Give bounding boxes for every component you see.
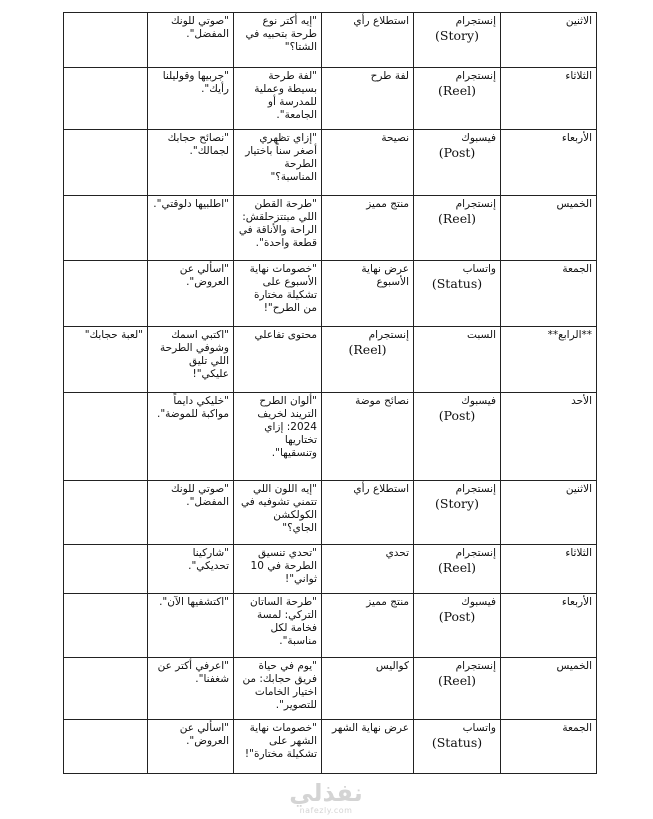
extra-cell xyxy=(64,130,148,196)
content-type-cell: تحدي xyxy=(322,545,414,594)
platform-cell xyxy=(414,13,501,68)
extra-cell xyxy=(64,393,148,481)
format-label: (Story) xyxy=(435,496,479,511)
platform-name: إنستجرام xyxy=(455,198,496,210)
platform-name: إنستجرام xyxy=(455,15,496,27)
table-row xyxy=(64,196,597,261)
post-idea-cell: "طرحة القطن اللي مبتتزحلقش: الراحة والأناقة في قطعة واحدة". xyxy=(234,196,322,261)
table-row xyxy=(64,720,597,774)
week-label-cell: **الرابع** xyxy=(501,327,597,393)
platform-cell xyxy=(414,130,501,196)
platform-cell xyxy=(414,594,501,658)
watermark-logo xyxy=(286,780,366,815)
content-type-cell: كواليس xyxy=(322,658,414,720)
cta-cell: "خليكي دايماً مواكبة للموضة". xyxy=(148,393,234,481)
post-idea-cell: "إزاي تظهري أصغر سناً باختيار الطرحة المناسبة؟" xyxy=(234,130,322,196)
platform-name: واتساب xyxy=(462,263,496,275)
extra-cell xyxy=(64,594,148,658)
table-row xyxy=(64,13,597,68)
day-cell: الجمعة xyxy=(501,261,597,327)
cta-cell: "نصائح حجابك لجمالك". xyxy=(148,130,234,196)
platform-cell xyxy=(414,196,501,261)
post-idea-cell: "طرحة الساتان التركي: لمسة فخامة لكل مناسبة". xyxy=(234,594,322,658)
platform-name: إنستجرام xyxy=(455,547,496,559)
format-label: (Status) xyxy=(431,735,483,750)
content-type-cell: محتوى تفاعلي xyxy=(234,327,322,393)
cta-cell: "اكتشفيها الآن". xyxy=(148,594,234,658)
cta-cell: "اسألي عن العروض". xyxy=(148,720,234,774)
post-idea-cell: "تحدي تنسيق الطرحة في 10 ثواني"! xyxy=(234,545,322,594)
day-cell: السبت xyxy=(414,327,501,393)
platform-name: واتساب xyxy=(462,722,496,734)
extra-cell xyxy=(64,261,148,327)
watermark-arabic: نفذلي xyxy=(289,779,363,807)
extra-cell xyxy=(64,720,148,774)
format-label: (Reel) xyxy=(438,560,476,575)
platform-cell xyxy=(414,720,501,774)
format-label: (Story) xyxy=(435,28,479,43)
content-type-cell: عرض نهاية الشهر xyxy=(322,720,414,774)
extra-cell xyxy=(64,481,148,545)
post-idea-cell: "خصومات نهاية الشهر على تشكيلة مختارة"! xyxy=(234,720,322,774)
extra-cell xyxy=(64,13,148,68)
content-type-cell: نصيحة xyxy=(322,130,414,196)
post-idea-cell: "إيه أكتر نوع طرحة بتحبيه في الشتا؟" xyxy=(234,13,322,68)
extra-cell xyxy=(64,658,148,720)
cta-cell: "لعبة حجابك" xyxy=(64,327,148,393)
format-label: (Reel) xyxy=(348,342,387,357)
table-row xyxy=(64,327,597,393)
platform-name: إنستجرام xyxy=(368,329,409,341)
day-cell: الجمعة xyxy=(501,720,597,774)
day-cell: الثلاثاء xyxy=(501,68,597,130)
table-row xyxy=(64,130,597,196)
extra-cell xyxy=(64,196,148,261)
post-idea-cell: "اكتبي اسمك وشوفي الطرحة اللي تليق عليكي"! xyxy=(148,327,234,393)
platform-cell xyxy=(414,658,501,720)
cta-cell: "صوتي للونك المفضل". xyxy=(148,13,234,68)
table-row xyxy=(64,481,597,545)
platform-name: فيسبوك xyxy=(461,395,496,407)
post-idea-cell: "خصومات نهاية الأسبوع على تشكيلة مختارة من الطرح"! xyxy=(234,261,322,327)
content-type-cell: عرض نهاية الأسبوع xyxy=(322,261,414,327)
format-label: (Reel) xyxy=(438,673,476,688)
post-idea-cell: "يوم في حياة فريق حجابك: من اختيار الخامات للتصوير". xyxy=(234,658,322,720)
content-type-cell: منتج مميز xyxy=(322,196,414,261)
extra-cell xyxy=(64,68,148,130)
platform-cell xyxy=(414,393,501,481)
content-type-cell: منتج مميز xyxy=(322,594,414,658)
content-calendar-table xyxy=(63,12,597,774)
cta-cell: "شاركينا تحديكي". xyxy=(148,545,234,594)
platform-cell xyxy=(414,545,501,594)
extra-cell xyxy=(64,545,148,594)
format-label: (Post) xyxy=(438,609,476,624)
table-row xyxy=(64,261,597,327)
day-cell: الاثنين xyxy=(501,481,597,545)
day-cell: الخميس xyxy=(501,196,597,261)
cta-cell: "اعرفي أكتر عن شغفنا". xyxy=(148,658,234,720)
format-label: (Reel) xyxy=(438,211,476,226)
cta-cell: "اطلبيها دلوقتي". xyxy=(148,196,234,261)
content-type-cell: استطلاع رأي xyxy=(322,13,414,68)
post-idea-cell: "لفة طرحة بسيطة وعملية للمدرسة أو الجامعة". xyxy=(234,68,322,130)
cta-cell: "اسألي عن العروض". xyxy=(148,261,234,327)
platform-cell xyxy=(414,261,501,327)
content-type-cell: نصائح موضة xyxy=(322,393,414,481)
platform-name: فيسبوك xyxy=(461,132,496,144)
cta-cell: "صوتي للونك المفضل". xyxy=(148,481,234,545)
day-cell: الاثنين xyxy=(501,13,597,68)
content-type-cell: استطلاع رأي xyxy=(322,481,414,545)
format-label: (Post) xyxy=(438,408,476,423)
table-row xyxy=(64,658,597,720)
platform-name: إنستجرام xyxy=(455,483,496,495)
platform-name: إنستجرام xyxy=(455,660,496,672)
platform-cell xyxy=(414,68,501,130)
platform-name: فيسبوك xyxy=(461,596,496,608)
day-cell: الأربعاء xyxy=(501,130,597,196)
day-cell: الخميس xyxy=(501,658,597,720)
format-label: (Reel) xyxy=(438,83,476,98)
post-idea-cell: "ألوان الطرح التريند لخريف 2024: إزاي تختاريها وتنسقيها". xyxy=(234,393,322,481)
table-row xyxy=(64,545,597,594)
platform-cell xyxy=(322,327,414,393)
post-idea-cell: "إيه اللون اللي تتمني تشوفيه في الكولكشن الجاي؟" xyxy=(234,481,322,545)
platform-cell xyxy=(414,481,501,545)
table-row xyxy=(64,393,597,481)
table-row xyxy=(64,68,597,130)
day-cell: الأربعاء xyxy=(501,594,597,658)
table-row xyxy=(64,594,597,658)
cta-cell: "جربيها وقوليلنا رأيك". xyxy=(148,68,234,130)
day-cell: الأحد xyxy=(501,393,597,481)
format-label: (Post) xyxy=(438,145,476,160)
content-type-cell: لفة طرح xyxy=(322,68,414,130)
day-cell: الثلاثاء xyxy=(501,545,597,594)
format-label: (Status) xyxy=(431,276,483,291)
watermark-url: nafezly.com xyxy=(299,806,353,815)
platform-name: إنستجرام xyxy=(455,70,496,82)
